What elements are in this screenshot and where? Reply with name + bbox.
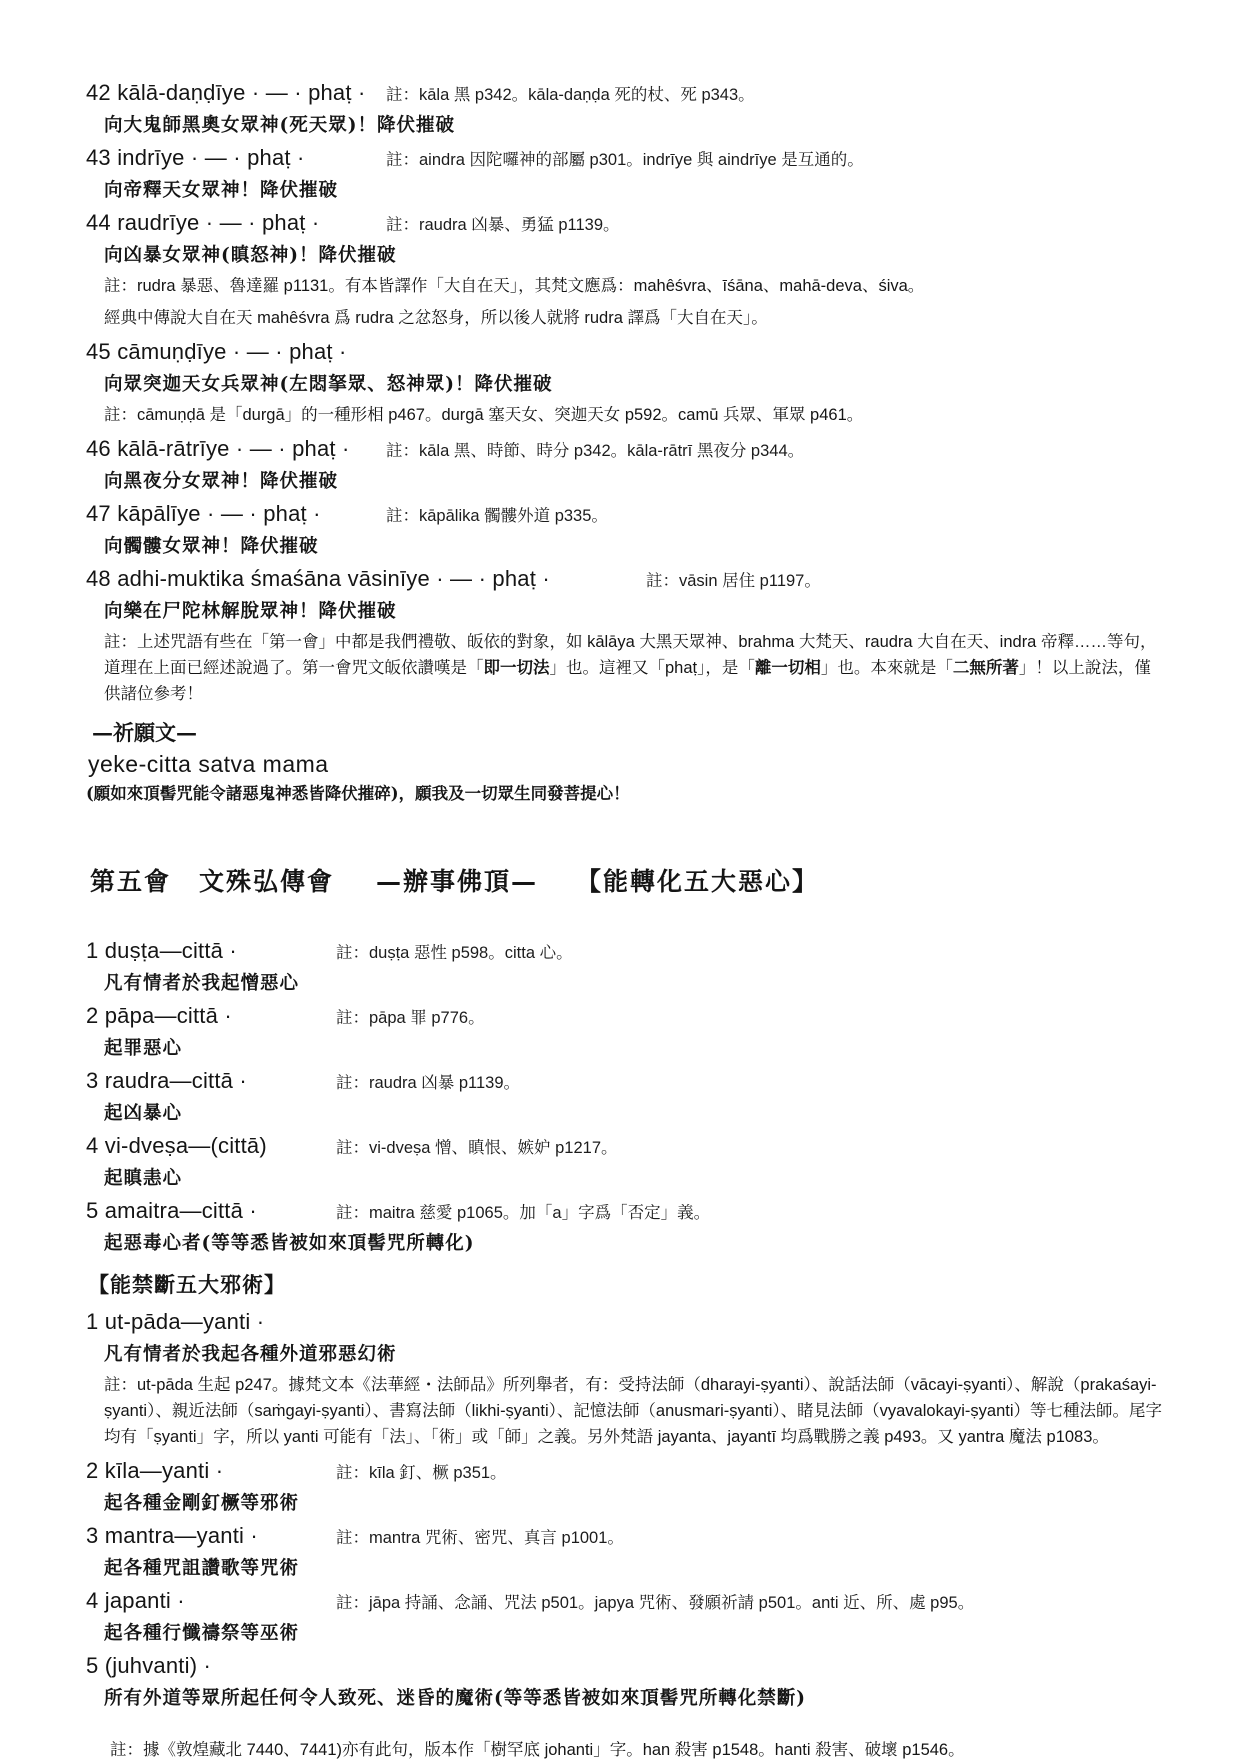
mantra-text <box>86 210 386 236</box>
gloss-text: 起各種金剛釘橛等邪術 <box>104 1493 300 1514</box>
gloss-text: 所有外道等眾所起任何令人致死、迷昏的魔術(等等悉皆被如來頂髻咒所轉化禁斷) <box>104 1688 807 1709</box>
entry-number: 46 <box>86 436 111 461</box>
mantra-text <box>86 1653 336 1679</box>
mantra-sanskrit: kāpālīye · — · phaṭ · <box>117 501 321 526</box>
entry-number: 2 <box>86 1003 99 1028</box>
entry-48 <box>86 566 1182 707</box>
mantra-line <box>86 566 1182 592</box>
mantra-line <box>86 1003 1182 1029</box>
entry-number: 4 <box>86 1588 99 1613</box>
entry-number: 43 <box>86 145 111 170</box>
gloss-text: 凡有情者於我起憎惡心 <box>104 973 300 994</box>
note-text: 註：pāpa 罪 p776。 <box>336 1009 485 1027</box>
gloss-text: 起凶暴心 <box>104 1103 183 1124</box>
mantra-line <box>86 1068 1182 1094</box>
closing-text: 」！以上說法，僅供諸位參考！ <box>104 659 1151 703</box>
note-text: 註：kāla 黑 p342。kāla-daṇḍa 死的杖、死 p343。 <box>386 86 755 104</box>
note-text: 註：aindra 因陀囉神的部屬 p301。indrīye 與 aindrīye 是互通的。 <box>386 151 864 169</box>
gloss-text: 向凶暴女眾神(瞋怒神)！降伏摧破 <box>104 245 397 266</box>
entry-number: 45 <box>86 339 111 364</box>
wish-gloss: (願如來頂髻咒能令諸惡鬼神悉皆降伏摧碎)，願我及一切眾生同發菩提心！ <box>86 784 630 803</box>
mantra-sanskrit: ut-pāda—yanti · <box>104 1309 265 1334</box>
closing-text: 」也。本來就是「 <box>820 659 953 677</box>
mantra-line <box>86 436 1182 462</box>
gloss-text: 凡有情者於我起各種外道邪惡幻術 <box>104 1344 397 1365</box>
section-heading <box>90 862 1182 898</box>
entry-number: 44 <box>86 210 111 235</box>
entry-number: 42 <box>86 80 111 105</box>
note-paragraph: 註：ut-pāda 生起 p247。據梵文本《法華經・法師品》所列舉者，有：受持法師（dharayi-ṣyanti）、說話法師（vācayi-ṣyanti）、解說（prakaśayi-ṣyanti）、親近法師（saṁgayi-ṣyanti）、書寫法師（likhi-ṣyanti）、記憶法師（anusmari-ṣyanti）、睹見法師（vyavalokayi-ṣyanti）等七種法師。尾字均有「ṣyanti」字，所以 yanti 可能有「法」、「術」或「師」之義。另外梵語 jayanta、jayantī 均爲戰勝之義 p493。又 yantra 魔法 p1083。 <box>104 1376 1163 1446</box>
note-text: 註：raudra 凶暴 p1139。 <box>336 1074 521 1092</box>
mantra-text <box>86 1588 336 1614</box>
gloss-text: 向大鬼師黑奧女眾神(死天眾)！降伏摧破 <box>104 115 456 136</box>
note-text: 註：duṣṭa 惡性 p598。citta 心。 <box>336 944 573 962</box>
entry-number: 3 <box>86 1523 99 1548</box>
entry-number: 3 <box>86 1068 99 1093</box>
mantra-text <box>86 1068 336 1094</box>
mantra-sanskrit: kālā-daṇḍīye · — · phaṭ · <box>117 80 366 105</box>
entry-5b-1 <box>86 1309 1182 1450</box>
mantra-line <box>86 1653 1182 1679</box>
entry-5a-2 <box>86 1003 1182 1060</box>
mantra-text <box>86 566 646 592</box>
mantra-sanskrit: vi-dveṣa—(cittā) <box>104 1133 267 1158</box>
section-subtitle: —辦事佛頂— <box>376 867 539 896</box>
mantra-text <box>86 80 386 106</box>
section-five-a <box>86 938 1182 1760</box>
mantra-line <box>86 145 1182 171</box>
closing-text: 」也。這裡又「phaṭ」，是「 <box>549 659 755 677</box>
mantra-text <box>86 501 386 527</box>
entry-43 <box>86 145 1182 202</box>
mantra-sanskrit: indrīye · — · phaṭ · <box>117 145 305 170</box>
note-paragraph: 註：cāmuṇḍā 是「durgā」的一種形相 p467。durgā 塞天女、突迦天女 p592。camū 兵眾、軍眾 p461。 <box>104 406 864 424</box>
mantra-line <box>86 1198 1182 1224</box>
closing-text: 註：上述咒語有些在「第一會」中都是我們禮敬、皈依的對象，如 kālāya 大黑天眾神、brahma 大梵天、raudra 大自在天、indra 帝釋……等句，道理在上面已經述說過了。第一會咒文皈依讚嘆是「 <box>104 633 1157 677</box>
mantra-text <box>86 1309 336 1335</box>
final-note: 註：據《敦煌藏北 7440、7441)亦有此句，版本作「樹罕底 johanti」字。han 殺害 p1548。hanti 殺害、破壞 p1546。 <box>110 1741 965 1759</box>
note-text: 註：kīla 釘、橛 p351。 <box>336 1464 507 1482</box>
entry-number: 5 <box>86 1198 99 1223</box>
mantra-text <box>86 938 336 964</box>
mantra-sanskrit: duṣṭa—cittā · <box>104 938 237 963</box>
entry-number: 48 <box>86 566 111 591</box>
emph-text: 二無所著 <box>952 659 1019 677</box>
entry-5b-3 <box>86 1523 1182 1580</box>
mantra-sanskrit: kīla—yanti · <box>104 1458 224 1483</box>
gloss-text: 向黑夜分女眾神！降伏摧破 <box>104 471 339 492</box>
mantra-line <box>86 501 1182 527</box>
mantra-line <box>86 210 1182 236</box>
mantra-line <box>86 80 1182 106</box>
emph-text: 離一切相 <box>754 659 821 677</box>
mantra-line <box>86 1588 1182 1614</box>
gloss-text: 起罪惡心 <box>104 1038 183 1059</box>
entry-5a-3 <box>86 1068 1182 1125</box>
mantra-line <box>86 1458 1182 1484</box>
entry-number: 47 <box>86 501 111 526</box>
entry-47 <box>86 501 1182 558</box>
mantra-sanskrit: cāmuṇḍīye · — · phaṭ · <box>117 339 347 364</box>
mantra-sanskrit: mantra—yanti · <box>104 1523 258 1548</box>
mantra-text <box>86 1003 336 1029</box>
gloss-text: 起惡毒心者(等等悉皆被如來頂髻咒所轉化) <box>104 1233 475 1254</box>
entry-number: 1 <box>86 1309 99 1334</box>
gloss-text: 向樂在尸陀林解脫眾神！降伏摧破 <box>104 601 397 622</box>
note-text: 註：mantra 咒術、密咒、真言 p1001。 <box>336 1529 624 1547</box>
entry-number: 2 <box>86 1458 99 1483</box>
note-text: 註：raudra 凶暴、勇猛 p1139。 <box>386 216 620 234</box>
emph-text: 即一切法 <box>483 659 550 677</box>
entry-5a-4 <box>86 1133 1182 1190</box>
note-text: 註：vi-dveṣa 憎、瞋恨、嫉妒 p1217。 <box>336 1139 618 1157</box>
mantra-sanskrit: kālā-rātrīye · — · phaṭ · <box>117 436 350 461</box>
entry-5a-1 <box>86 938 1182 995</box>
subsection-heading: 【能禁斷五大邪術】 <box>88 1272 286 1297</box>
entry-5b-5 <box>86 1653 1182 1710</box>
gloss-text: 起各種行懺禱祭等巫術 <box>104 1623 300 1644</box>
entry-5b-2 <box>86 1458 1182 1515</box>
mantra-text <box>86 436 386 462</box>
entry-45 <box>86 339 1182 428</box>
gloss-text: 向帝釋天女眾神！降伏摧破 <box>104 180 339 201</box>
section-title: 文殊弘傳會 <box>199 867 335 896</box>
entry-number: 5 <box>86 1653 99 1678</box>
mantra-text <box>86 339 386 365</box>
note-paragraph: 經典中傳說大自在天 mahêśvra 爲 rudra 之忿怒身，所以後人就將 rudra 譯爲「大自在天」。 <box>104 309 768 327</box>
mantra-text <box>86 1523 336 1549</box>
mantra-sanskrit: pāpa—cittā · <box>104 1003 232 1028</box>
mantra-sanskrit: amaitra—cittā · <box>104 1198 257 1223</box>
section-bracket-title: 【能轉化五大惡心】 <box>576 867 820 896</box>
gloss-text: 起瞋恚心 <box>104 1168 183 1189</box>
mantra-sanskrit: raudra—cittā · <box>104 1068 247 1093</box>
gloss-text: 向眾突迦天女兵眾神(左悶拏眾、怒神眾)！降伏摧破 <box>104 374 553 395</box>
note-paragraph: 註：rudra 暴惡、魯達羅 p1131。有本皆譯作「大自在天」，其梵文應爲：mahêśvra、īśāna、mahā-deva、śiva。 <box>104 277 925 295</box>
mantra-text <box>86 1133 336 1159</box>
mantra-sanskrit: adhi-muktika śmaśāna vāsinīye · — · phaṭ · <box>117 566 550 591</box>
entry-44 <box>86 210 1182 331</box>
mantra-line <box>86 1309 1182 1335</box>
wish-header: —祈願文— <box>92 720 197 745</box>
mantra-line <box>86 1133 1182 1159</box>
mantra-sanskrit: (juhvanti) · <box>104 1653 212 1678</box>
wish-mantra: yeke-citta satva mama <box>88 751 329 777</box>
note-text: 註：maitra 慈愛 p1065。加「a」字爲「否定」義。 <box>336 1204 711 1222</box>
entry-5b-4 <box>86 1588 1182 1645</box>
mantra-line <box>86 1523 1182 1549</box>
mantra-sanskrit: japanti · <box>104 1588 185 1613</box>
entry-5a-5 <box>86 1198 1182 1255</box>
mantra-line <box>86 938 1182 964</box>
entry-number: 1 <box>86 938 99 963</box>
gloss-text: 起各種咒詛讚歌等咒術 <box>104 1558 300 1579</box>
note-text: 註：vāsin 居住 p1197。 <box>646 572 821 590</box>
entry-number: 4 <box>86 1133 99 1158</box>
mantra-line <box>86 339 1182 365</box>
wish-section <box>86 717 1182 804</box>
mantra-text <box>86 1458 336 1484</box>
entry-42 <box>86 80 1182 137</box>
mantra-text <box>86 1198 336 1224</box>
mantra-sanskrit: raudrīye · — · phaṭ · <box>117 210 320 235</box>
note-text: 註：jāpa 持誦、念誦、咒法 p501。japya 咒術、發願祈請 p501。anti 近、所、處 p95。 <box>336 1594 975 1612</box>
note-text: 註：kāla 黑、時節、時分 p342。kāla-rātrī 黑夜分 p344。 <box>386 442 805 460</box>
section-number: 第五會 <box>90 867 172 896</box>
entry-46 <box>86 436 1182 493</box>
mantra-text <box>86 145 386 171</box>
gloss-text: 向髑髏女眾神！降伏摧破 <box>104 536 319 557</box>
closing-paragraph <box>104 629 1164 707</box>
note-text: 註：kāpālika 髑髏外道 p335。 <box>386 507 608 525</box>
